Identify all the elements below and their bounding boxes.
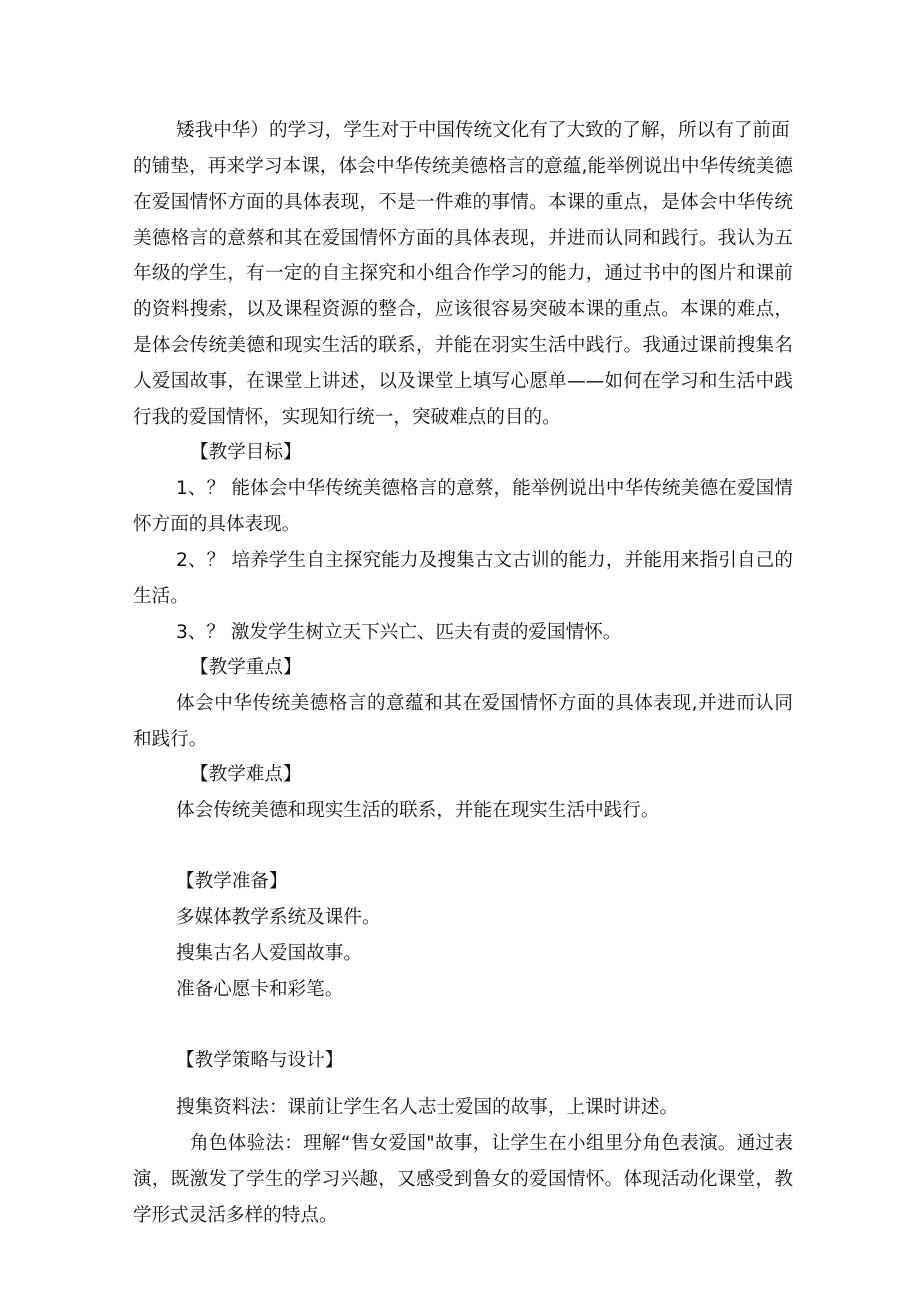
strategy-line-2: 角色体验法：理解“售女爱国"故事，让学生在小组里分角色表演。通过表 [190,1133,793,1154]
goal-2-line-2: 生活。 [133,586,189,607]
goal-2-line-1: 2、？ 培养学生自主探究能力及搜集古文古训的能力，并能用来指引自己的 [176,550,793,571]
intro-line-6: 的资料搜索，以及课程资源的整合，应该很容易突破本课的重点。本课的难点， [133,299,793,320]
preparation-item-3: 准备心愿卡和彩笔。 [176,979,344,1000]
difficulties-heading: 【教学难点】 [190,764,302,785]
key-points-heading: 【教学重点】 [190,657,302,678]
intro-line-9: 行我的爱国情怀，实现知行统一，突破难点的目的。 [133,407,561,428]
goal-3-line-1: 3、？ 激发学生树立天下兴亡、匹夫有责的爱国情怀。 [176,622,622,643]
strategy-line-4: 学形式灵活多样的特点。 [133,1205,338,1226]
strategy-heading: 【教学策略与设计】 [176,1050,344,1071]
preparation-item-2: 搜集古名人爱国故事。 [176,943,362,964]
intro-line-7: 是体会传统美德和现实生活的联系，并能在羽实生活中践行。我通过课前搜集名 [133,335,793,356]
preparation-heading: 【教学准备】 [176,871,288,892]
preparation-item-1: 多媒体教学系统及课件。 [176,907,381,928]
strategy-line-3: 演，既激发了学生的学习兴趣，又感受到鲁女的爱国情怀。体现活动化课堂，教 [133,1169,793,1190]
difficulties-line-1: 体会传统美德和现实生活的联系，并能在现实生活中践行。 [176,800,660,821]
intro-line-4: 美德格言的意蔡和其在爱国情怀方面的具体表现，并进而认同和践行。我认为五 [133,228,793,249]
intro-line-2: 的铺垫，再来学习本课，体会中华传统美德格言的意蕴,能举例说出中华传统美德 [133,156,793,177]
goals-heading: 【教学目标】 [190,442,302,463]
intro-line-1: 矮我中华）的学习，学生对于中国传统文化有了大致的了解，所以有了前面 [176,120,790,141]
key-points-line-1: 体会中华传统美德格言的意蕴和其在爱国情怀方面的具体表现,并进而认同 [176,693,793,714]
goal-1-line-2: 怀方面的具体表现。 [133,514,301,535]
goal-1-line-1: 1、？ 能体会中华传统美德格言的意蔡，能举例说出中华传统美德在爱国情 [176,478,793,499]
intro-line-3: 在爱国情怀方面的具体表现，不是一件难的事情。本课的重点，是体会中华传统 [133,192,793,213]
intro-line-5: 年级的学生，有一定的自主探究和小组合作学习的能力，通过书中的图片和课前 [133,263,793,284]
strategy-line-1: 搜集资料法：课前让学生名人志士爱国的故事，上课时讲述。 [176,1097,679,1118]
intro-line-8: 人爱国故事，在课堂上讲述，以及课堂上填写心愿单——如何在学习和生活中践 [133,371,793,392]
key-points-line-2: 和践行。 [133,729,208,750]
